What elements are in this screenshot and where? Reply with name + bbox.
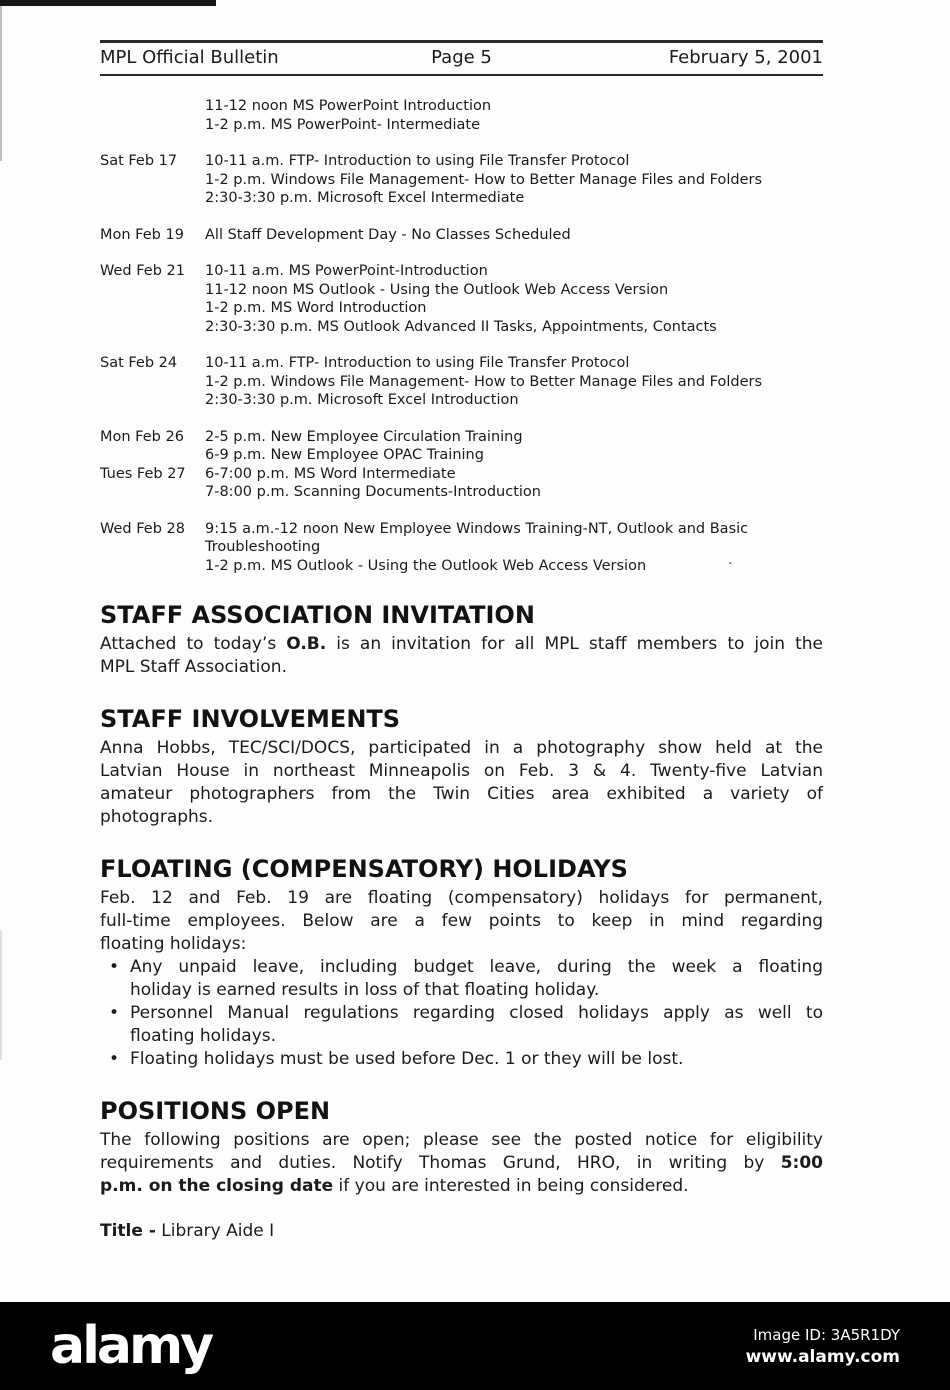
bulletin-title: MPL Official Bulletin (100, 47, 279, 68)
holiday-rules-list (100, 956, 823, 1071)
schedule-line: 11-12 noon MS Outlook - Using the Outlook Web Access Version (205, 281, 669, 298)
alamy-logo: alamy (50, 1316, 212, 1376)
schedule-date: Wed Feb 21 (100, 263, 185, 279)
schedule-date: Wed Feb 28 (100, 520, 185, 537)
schedule-line: 2:30-3:30 p.m. Microsoft Excel Introduction (205, 392, 519, 408)
list-item (100, 1002, 823, 1048)
schedule-entry (100, 97, 823, 134)
paragraph-text: if you are interested in being considered. (333, 1176, 689, 1196)
bulletin-date: February 5, 2001 (668, 47, 823, 68)
bullet-line: floating holidays. (130, 1026, 277, 1046)
schedule-line: 6-7:00 p.m. MS Word Intermediate (205, 465, 456, 482)
section-staff-involvements (100, 704, 823, 829)
bullet-line: • Any unpaid leave, including budget leave, during the week a floating (130, 957, 823, 977)
position-title-value: Library Aide I (155, 1221, 275, 1241)
section-heading: STAFF ASSOCIATION INVITATION (100, 601, 535, 629)
schedule-line: Troubleshooting (205, 539, 321, 555)
schedule-entry (100, 354, 823, 410)
scan-edge-top-strip (0, 0, 216, 6)
paragraph-line: MPL Staff Association. (100, 657, 287, 677)
section-heading: STAFF INVOLVEMENTS (100, 705, 401, 733)
paragraph-line: Latvian House in northeast Minneapolis on Feb. 3 & 4. Twenty-five Latvian (100, 761, 823, 781)
paragraph-line (100, 1152, 823, 1175)
paragraph-line: Feb. 12 and Feb. 19 are floating (compensatory) holidays for permanent, (100, 888, 823, 908)
schedule-date: Sat Feb 24 (100, 355, 178, 371)
position-title-label: Title - (100, 1221, 156, 1241)
schedule-entry (100, 152, 823, 208)
paragraph-text-bold: 5:00 (780, 1153, 823, 1173)
schedule-line: All Staff Development Day - No Classes Scheduled (205, 226, 571, 243)
schedule-line: 1-2 p.m. MS Outlook - Using the Outlook Web Access Version (205, 557, 647, 574)
paragraph-line: full-time employees. Below are a few points to keep in mind regarding (100, 911, 823, 931)
section-staff-association (100, 600, 823, 679)
schedule-line: 1-2 p.m. Windows File Management- How to Better Manage Files and Folders (205, 373, 763, 390)
paragraph-text-bold: p.m. on the closing date (100, 1176, 334, 1196)
paragraph-line: floating holidays: (100, 934, 247, 954)
schedule-line: 2:30-3:30 p.m. MS Outlook Advanced II Tasks, Appointments, Contacts (205, 318, 717, 335)
schedule-line: 9:15 a.m.-12 noon New Employee Windows Training-NT, Outlook and Basic (205, 520, 749, 537)
paragraph-text: is an invitation for all MPL staff members to join the (326, 634, 824, 654)
schedule-entry-lines (205, 465, 823, 502)
paragraph-line (100, 1175, 823, 1198)
list-item (100, 1048, 823, 1071)
schedule-line: 6-9 p.m. New Employee OPAC Training (205, 447, 484, 463)
section-positions-open (100, 1096, 823, 1243)
alamy-url-text: www.alamy.com (745, 1346, 900, 1367)
schedule-date: Mon Feb 19 (100, 226, 184, 243)
schedule-line: 11-12 noon MS PowerPoint Introduction (205, 98, 492, 114)
position-title-line (100, 1220, 823, 1243)
paragraph-line: photographs. (100, 807, 214, 827)
bullet-line: • Floating holidays must be used before Dec. 1 or they will be lost. (130, 1049, 684, 1069)
paragraph-line (100, 633, 823, 656)
schedule-entry-lines (205, 428, 823, 465)
bullet-line: • Personnel Manual regulations regarding closed holidays apply as well to (130, 1003, 823, 1023)
bullet-line: holiday is earned results in loss of that floating holiday. (130, 980, 600, 1000)
schedule-entry-lines (205, 152, 823, 208)
section-floating-holidays (100, 854, 823, 1071)
bulletin-masthead (100, 40, 823, 76)
schedule-entry (100, 226, 823, 245)
schedule-date: Sat Feb 17 (100, 153, 178, 169)
schedule-line: 7-8:00 p.m. Scanning Documents-Introduction (205, 484, 541, 500)
schedule-line: 10-11 a.m. FTP- Introduction to using File Transfer Protocol (205, 355, 630, 371)
schedule-line: 10-11 a.m. FTP- Introduction to using File Transfer Protocol (205, 153, 630, 169)
paragraph-line: Anna Hobbs, TEC/SCI/DOCS, participated in a photography show held at the (100, 738, 823, 758)
schedule-date: Mon Feb 26 (100, 428, 184, 445)
schedule-entry-lines (205, 97, 823, 134)
paragraph-text: requirements and duties. Notify Thomas Grund, HRO, in writing by (100, 1153, 781, 1173)
schedule-date: Tues Feb 27 (100, 465, 186, 482)
watermark-meta (746, 1324, 900, 1369)
schedule-date (100, 97, 205, 134)
paragraph-text-bold: O.B. (286, 634, 327, 654)
schedule-entry (100, 520, 823, 576)
schedule-entry (100, 465, 823, 502)
paragraph-line: The following positions are open; please see the posted notice for eligibility (100, 1130, 823, 1150)
schedule-line: 1-2 p.m. MS PowerPoint- Intermediate (205, 116, 481, 133)
list-item (100, 956, 823, 1002)
training-schedule (100, 97, 823, 575)
schedule-entry-lines (205, 226, 823, 245)
section-heading: FLOATING (COMPENSATORY) HOLIDAYS (100, 855, 628, 883)
schedule-entry (100, 262, 823, 336)
paragraph-line: amateur photographers from the Twin Cities area exhibited a variety of (100, 784, 823, 804)
schedule-line: 1-2 p.m. Windows File Management- How to Better Manage Files and Folders (205, 171, 763, 188)
schedule-entry-lines (205, 354, 823, 410)
schedule-line: 1-2 p.m. MS Word Introduction (205, 300, 427, 316)
image-id-text: Image ID: 3A5R1DY (753, 1325, 900, 1344)
scan-artifact-dot: . (728, 552, 733, 568)
scan-edge-left-mark (0, 930, 2, 1060)
schedule-entry-lines (205, 262, 823, 336)
paragraph-text: Attached to today’s (100, 634, 287, 654)
page-number: Page 5 (431, 47, 492, 68)
section-heading: POSITIONS OPEN (100, 1097, 331, 1125)
watermark-bar (0, 1302, 950, 1390)
schedule-line: 10-11 a.m. MS PowerPoint-Introduction (205, 263, 488, 279)
schedule-line: 2:30-3:30 p.m. Microsoft Excel Intermediate (205, 190, 525, 206)
scan-edge-left-line (0, 6, 2, 161)
schedule-line: 2-5 p.m. New Employee Circulation Training (205, 428, 523, 445)
schedule-entry (100, 428, 823, 465)
